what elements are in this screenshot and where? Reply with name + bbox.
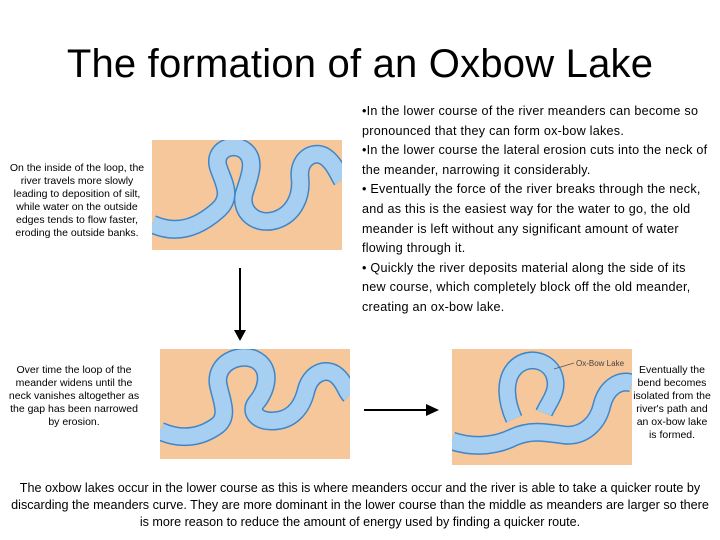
bullet-item: • Eventually the force of the river breaks through the neck, and as this is the easiest way for the water to go, the old meander is left without any significant amount of water flowing through it. bbox=[362, 182, 701, 256]
stage2-meander-diagram bbox=[160, 349, 350, 459]
stage3-oxbow-diagram bbox=[452, 349, 632, 465]
down-arrow-icon bbox=[232, 268, 248, 342]
bullet-item: • Quickly the river deposits material along the side of its new course, which completely block off the old meander, creating an ox-bow lake. bbox=[362, 260, 691, 314]
page-title: The formation of an Oxbow Lake bbox=[66, 42, 654, 86]
bullet-item: •In the lower course of the river meanders can become so pronounced that they can form ox-bow lakes. bbox=[362, 104, 699, 138]
oxbow-lake-label: Ox-Bow Lake bbox=[576, 359, 625, 368]
explanation-bullets bbox=[362, 102, 712, 318]
stage1-meander-diagram bbox=[152, 140, 342, 250]
stage1-caption: On the inside of the loop, the river travels more slowly leading to deposition of silt, while water on the outside edges tends to flow faster, eroding the outside banks. bbox=[9, 162, 145, 239]
bullet-item: •In the lower course the lateral erosion cuts into the neck of the meander, narrowing it considerably. bbox=[362, 143, 708, 177]
summary-paragraph: The oxbow lakes occur in the lower course as this is where meanders occur and the river is able to take a quicker route by discarding the meanders curve. They are more dominant in the lower course than the middle as meanders are larger so there is more reason to reduce the amount of energy used by finding a quicker route. bbox=[11, 481, 709, 529]
right-arrow-icon bbox=[364, 402, 440, 418]
stage2-caption: Over time the loop of the meander widens until the neck vanishes altogether as the gap has been narrowed by erosion. bbox=[8, 364, 140, 428]
stage3-caption: Eventually the bend becomes isolated from the river's path and an ox-bow lake is formed. bbox=[633, 364, 711, 441]
